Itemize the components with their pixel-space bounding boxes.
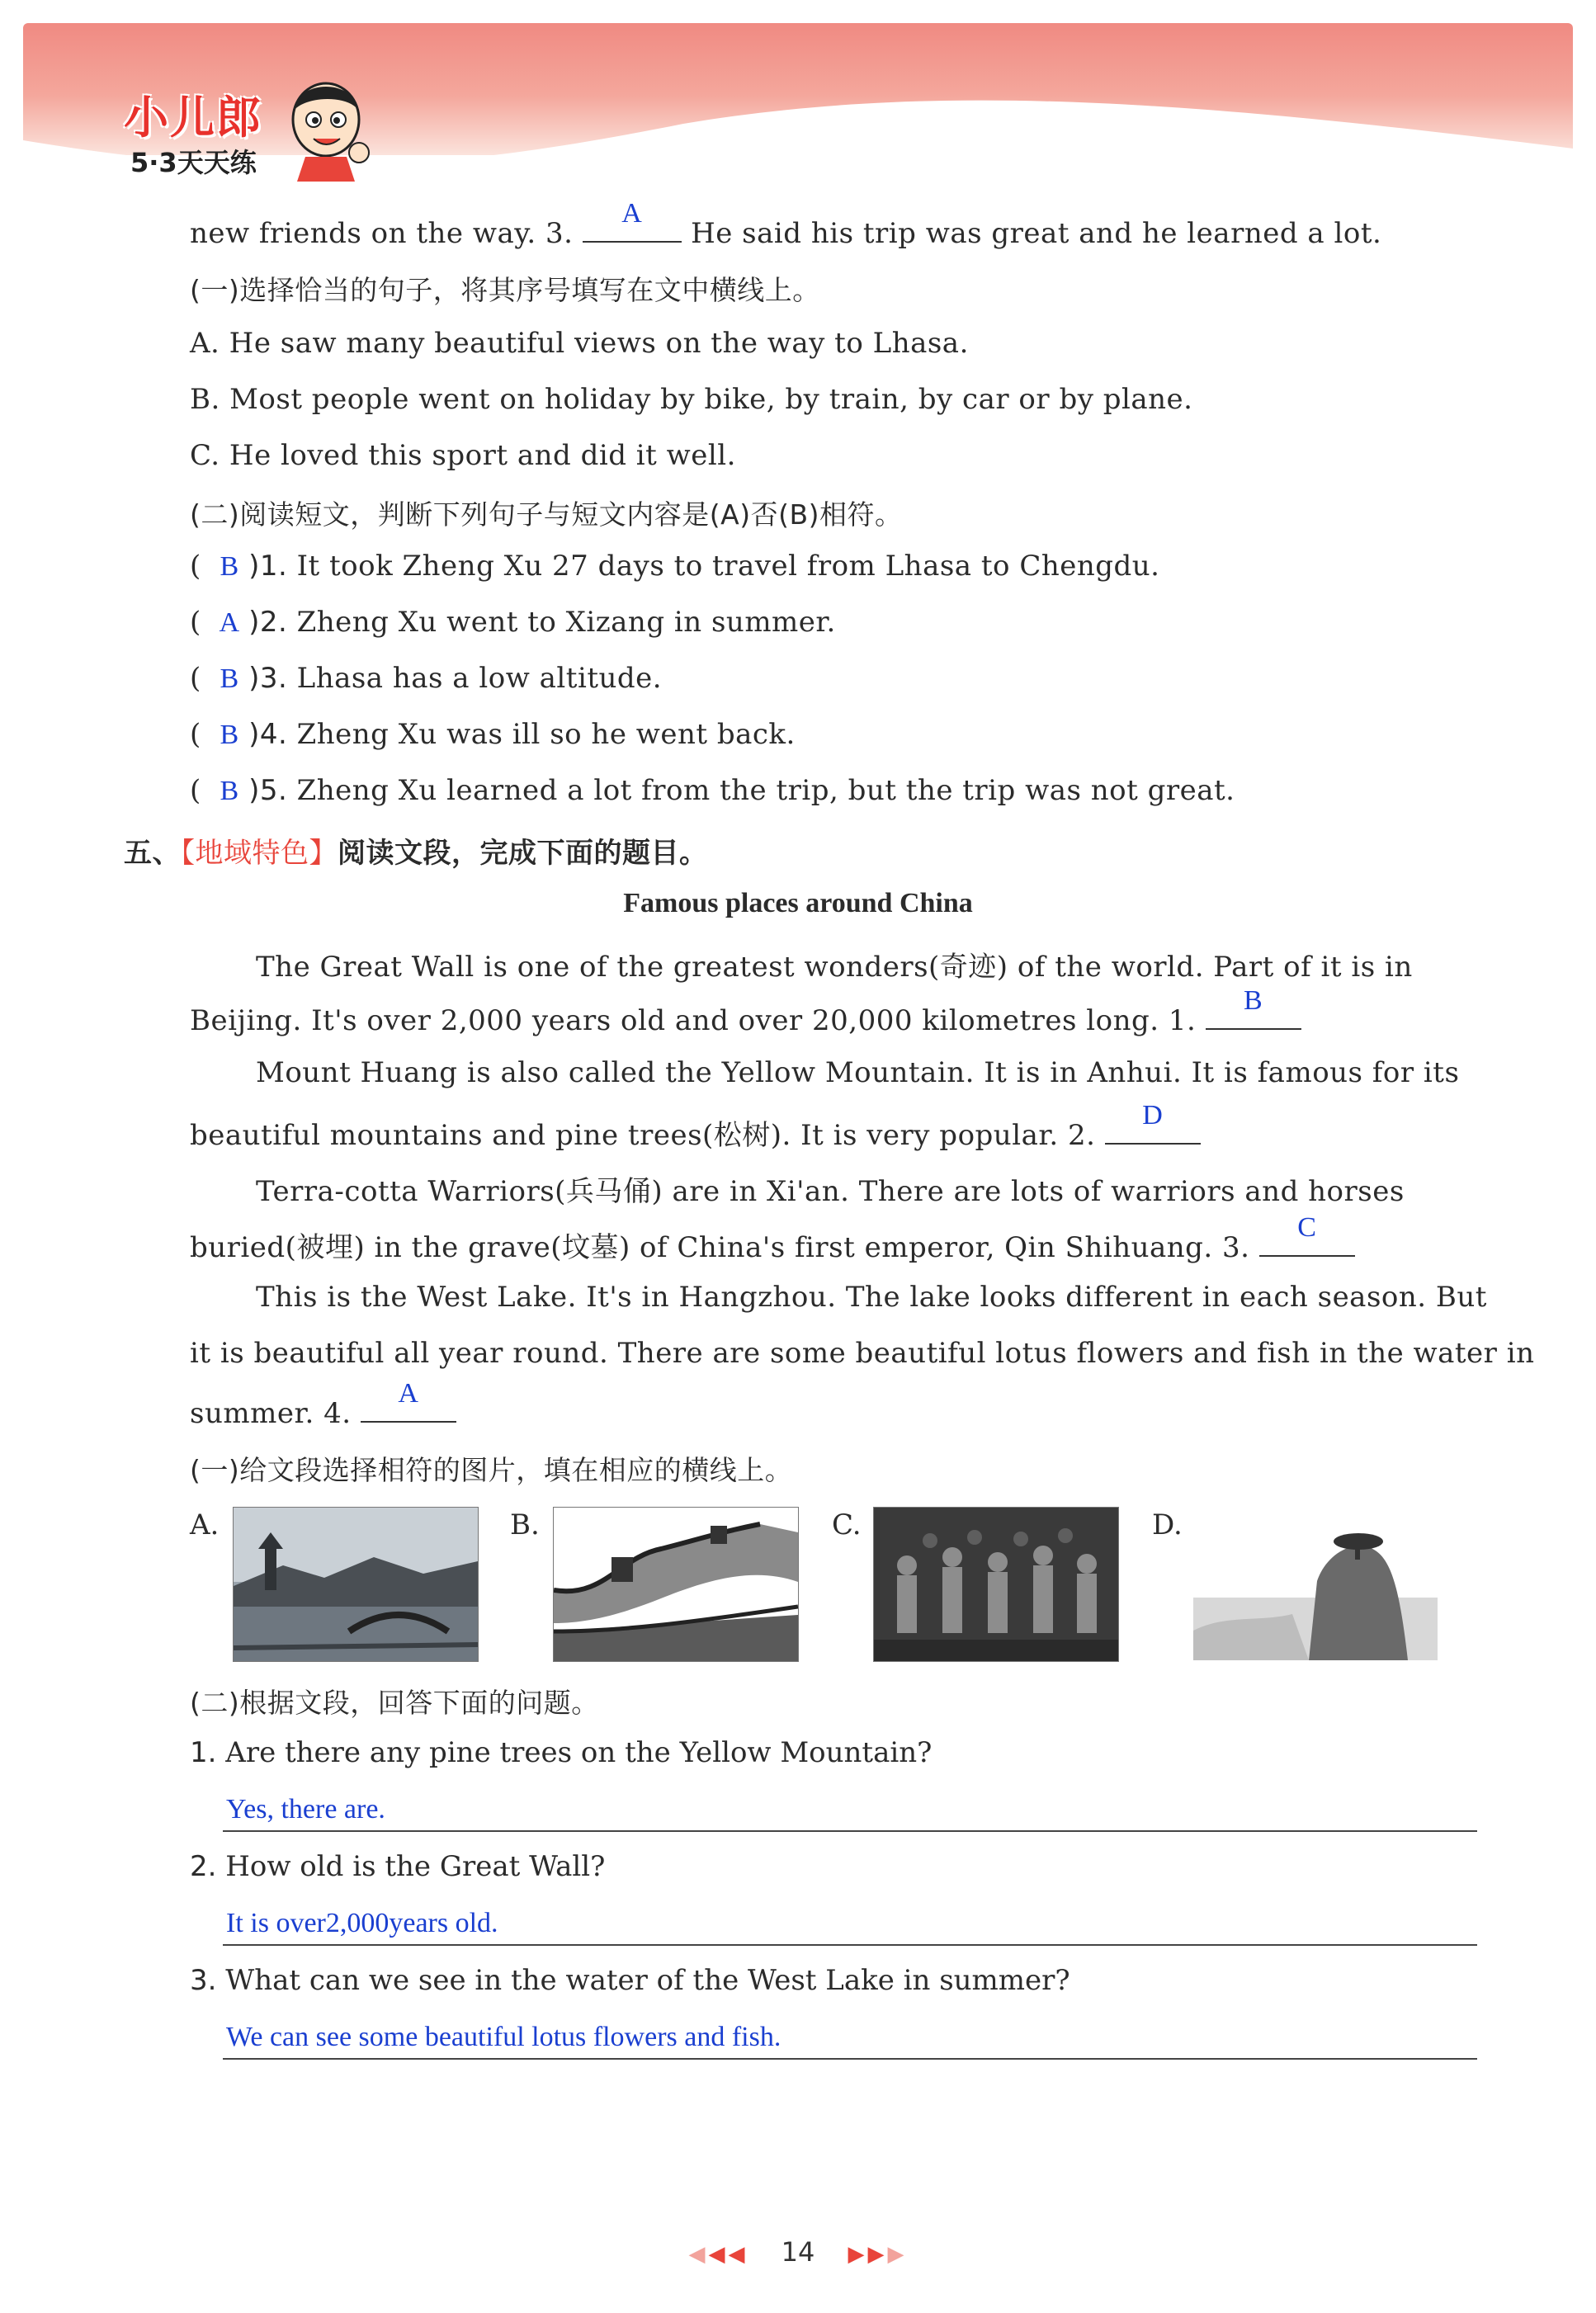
- p4-line3: [190, 1378, 456, 1430]
- judge-answer-1[interactable]: B: [220, 551, 239, 582]
- p3-line1: Terra-cotta Warriors(兵马俑) are in Xi'an. There are lots of warriors and horses: [256, 1175, 1405, 1208]
- judge-answer-3[interactable]: B: [220, 663, 239, 694]
- part2-instruction: (二)阅读短文，判断下列句子与短文内容是(A)否(B)相符。: [190, 498, 903, 531]
- option-a: A. He saw many beautiful views on the way to Lhasa.: [190, 327, 969, 360]
- section5-number: 五、: [124, 837, 181, 870]
- judge-num-5: )5.: [248, 774, 288, 807]
- option-c: C. He loved this sport and did it well.: [190, 439, 736, 472]
- picture-blank-1[interactable]: [1206, 985, 1301, 1030]
- picture-blank-1-value: B: [1244, 985, 1263, 1016]
- picture-blank-2-value: D: [1142, 1100, 1164, 1131]
- answer-line-2[interactable]: [223, 1903, 1477, 1946]
- option-b: B. Most people went on holiday by bike, by train, by car or by plane.: [190, 383, 1193, 416]
- picture-blank-3-value: C: [1297, 1212, 1317, 1243]
- answer-line-1[interactable]: [223, 1789, 1477, 1832]
- page-number: 14: [781, 2236, 815, 2268]
- answer-2-text: It is over2,000years old.: [226, 1908, 498, 1938]
- p4-line3-text: summer. 4.: [190, 1397, 352, 1430]
- great-wall-photo: [553, 1507, 799, 1662]
- prev-arrows-icon: ◀◀◀: [688, 2242, 748, 2267]
- p2-line2-text: beautiful mountains and pine trees(松树). It is very popular. 2.: [190, 1119, 1096, 1152]
- section5-tag: 【地域特色】: [181, 837, 338, 870]
- section5-instruction: 阅读文段，完成下面的题目。: [338, 837, 708, 870]
- judge-num-3: )3.: [248, 662, 288, 695]
- p2-line1: Mount Huang is also called the Yellow Mountain. It is in Anhui. It is famous for its: [256, 1056, 1460, 1089]
- passage-tail-line: [190, 198, 1382, 250]
- question-1-num: 1.: [190, 1736, 217, 1769]
- answer-blank-3-value: A: [621, 198, 643, 229]
- p3-line2: [190, 1212, 1355, 1265]
- pic-label-b: B.: [510, 1508, 540, 1541]
- answer-blank-3[interactable]: [583, 198, 682, 243]
- page-footer: [0, 2236, 1596, 2268]
- judge-item-1: ( B )1. It took Zheng Xu 27 days to travel from Lhasa to Chengdu.: [190, 550, 1160, 583]
- judge-text-5: Zheng Xu learned a lot from the trip, but the trip was not great.: [296, 774, 1235, 807]
- p4-line1: This is the West Lake. It's in Hangzhou. The lake looks different in each season. But: [256, 1281, 1487, 1314]
- picture-blank-2[interactable]: [1105, 1100, 1201, 1145]
- sub1-instruction: (一)给文段选择相符的图片，填在相应的横线上。: [190, 1454, 793, 1486]
- question-1: [190, 1736, 932, 1769]
- judge-answer-2[interactable]: A: [219, 607, 240, 638]
- answer-3-text: We can see some beautiful lotus flowers and fish.: [226, 2022, 781, 2052]
- lake-pagoda-photo: [233, 1507, 479, 1662]
- p4-line2: it is beautiful all year round. There are some beautiful lotus flowers and fish in the water in: [190, 1337, 1535, 1370]
- p1-line1: The Great Wall is one of the greatest wonders(奇迹) of the world. Part of it is in: [256, 951, 1413, 984]
- judge-text-3: Lhasa has a low altitude.: [296, 662, 663, 695]
- question-2-num: 2.: [190, 1850, 217, 1883]
- passage-tail-after: He said his trip was great and he learned a lot.: [691, 217, 1382, 250]
- judge-text-2: Zheng Xu went to Xizang in summer.: [296, 606, 836, 639]
- judge-item-2: ( A )2. Zheng Xu went to Xizang in summer.: [190, 606, 836, 639]
- judge-answer-4[interactable]: B: [220, 720, 239, 750]
- p1-line2: [190, 985, 1301, 1037]
- judge-text-4: Zheng Xu was ill so he went back.: [296, 718, 796, 751]
- question-2: [190, 1850, 605, 1883]
- question-3-num: 3.: [190, 1964, 217, 1997]
- judge-num-2: )2.: [248, 606, 288, 639]
- judge-item-3: ( B )3. Lhasa has a low altitude.: [190, 662, 663, 695]
- terracotta-warriors-photo: [873, 1507, 1119, 1662]
- p2-line2: [190, 1100, 1201, 1153]
- p3-line2-text: buried(被埋) in the grave(坟墓) of China's first emperor, Qin Shihuang. 3.: [190, 1231, 1250, 1264]
- question-3: [190, 1964, 1070, 1997]
- passage-tail-before: new friends on the way. 3.: [190, 217, 574, 250]
- answer-line-3[interactable]: [223, 2017, 1477, 2060]
- mascot-boy-icon: [281, 74, 371, 182]
- judge-item-4: ( B )4. Zheng Xu was ill so he went back.: [190, 718, 796, 751]
- part1-instruction: (一)选择恰当的句子，将其序号填写在文中横线上。: [190, 274, 820, 306]
- picture-blank-4-value: A: [398, 1378, 419, 1409]
- question-2-text: How old is the Great Wall?: [225, 1850, 606, 1883]
- question-3-text: What can we see in the water of the West Lake in summer?: [225, 1964, 1070, 1997]
- judge-num-4: )4.: [248, 718, 288, 751]
- judge-answer-5[interactable]: B: [220, 776, 239, 806]
- yellow-mountain-photo: [1193, 1507, 1438, 1660]
- picture-blank-3[interactable]: [1259, 1212, 1355, 1257]
- answer-1-text: Yes, there are.: [226, 1794, 385, 1824]
- sub2-instruction: (二)根据文段，回答下面的问题。: [190, 1687, 599, 1719]
- logo-title: 小儿郎: [124, 92, 262, 144]
- section5-header: [124, 830, 708, 871]
- pic-label-a: A.: [190, 1508, 220, 1541]
- question-1-text: Are there any pine trees on the Yellow Mountain?: [225, 1736, 933, 1769]
- next-arrows-icon: ▶▶▶: [848, 2242, 908, 2267]
- picture-blank-4[interactable]: [361, 1378, 456, 1423]
- judge-item-5: ( B )5. Zheng Xu learned a lot from the trip, but the trip was not great.: [190, 774, 1235, 807]
- pic-label-c: C.: [832, 1508, 862, 1541]
- passage-title: Famous places around China: [623, 888, 973, 918]
- judge-text-1: It took Zheng Xu 27 days to travel from Lhasa to Chengdu.: [296, 550, 1160, 583]
- judge-num-1: )1.: [248, 550, 288, 583]
- logo-subtitle: 5·3天天练: [130, 147, 257, 178]
- p1-line2-text: Beijing. It's over 2,000 years old and over 20,000 kilometres long. 1.: [190, 1004, 1197, 1037]
- pic-label-d: D.: [1152, 1508, 1183, 1541]
